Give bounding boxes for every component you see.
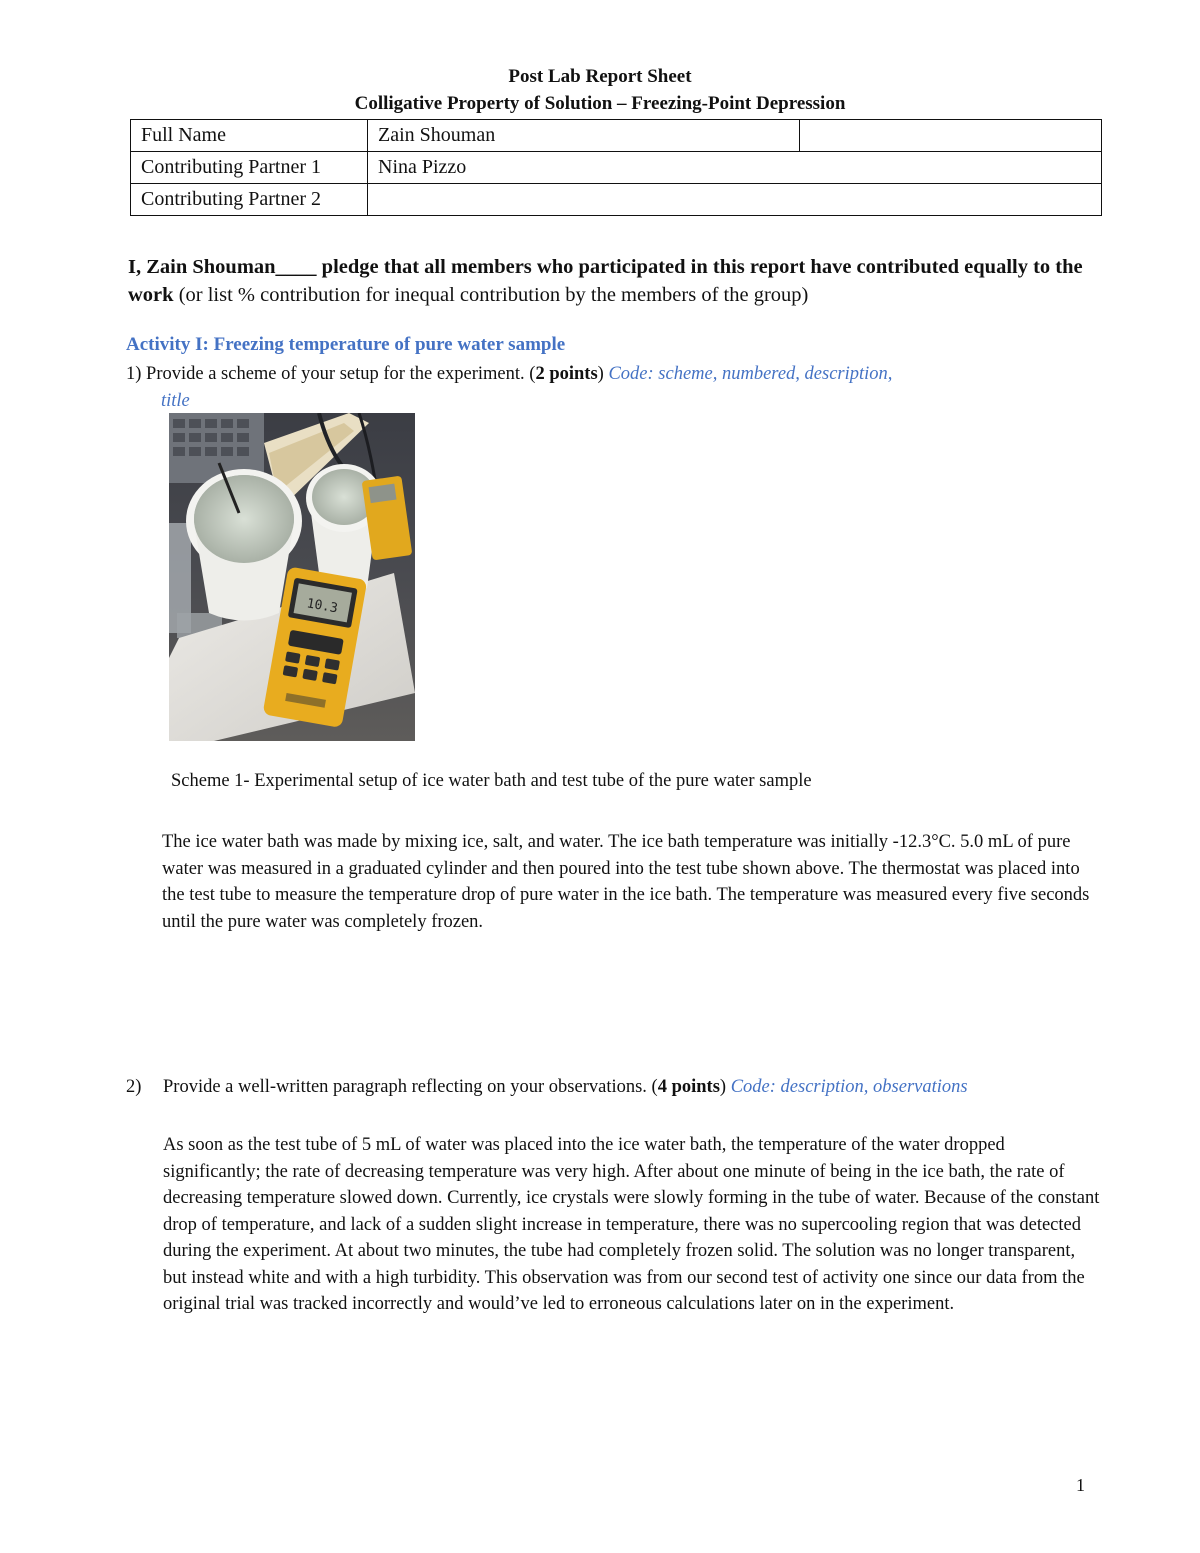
names-table <box>130 119 1102 216</box>
table-row <box>131 152 1102 184</box>
photo-illustration <box>169 413 415 741</box>
partner1-label: Contributing Partner 1 <box>131 152 368 184</box>
question-2 <box>126 1077 968 1098</box>
report-title: Post Lab Report Sheet <box>508 66 692 87</box>
q1-points: 2 points <box>535 364 598 384</box>
pledge-normal: (or list % contribution for inequal contribution by the members of the group) <box>173 284 809 306</box>
q1-code-continued: title <box>161 391 190 411</box>
observations-paragraph: As soon as the test tube of 5 mL of water was placed into the ice water bath, the temperature of the water dropped significantly; the rate of decreasing temperature was very high. After about one minute of being in the ice bath, the rate of decreasing temperature slowed down. Currently, ice crystals were slowly forming in the tube of water. Because of the constant drop of temperature, and lack of a sudden slight increase in temperature, there was no supercooling region that was detected during the experiment. At about two minutes, the tube had completely frozen solid. The solution was no longer transparent, but instead white and with a high turbidity. This observation was from our second test of activity one since our data from the original trial was tracked incorrectly and would’ve led to erroneous calculations later on in the experiment. <box>163 1135 1100 1314</box>
setup-description: The ice water bath was made by mixing ice, salt, and water. The ice bath temperature was initially -12.3°C. 5.0 mL of pure water was measured in a graduated cylinder and then poured into the test tube shown above. The thermostat was placed into the test tube to measure the temperature drop of pure water in the ice bath. The temperature was measured every five seconds until the pure water was completely frozen. <box>162 832 1090 932</box>
q1-prefix: 1) Provide a scheme of your setup for the experiment. ( <box>126 364 536 384</box>
experiment-setup-photo <box>169 413 415 741</box>
activity-heading: Activity I: Freezing temperature of pure water sample <box>126 334 566 355</box>
q2-points: 4 points <box>657 1077 720 1097</box>
q2-suffix: ) <box>719 1077 731 1097</box>
meter-display-text: 10.3 <box>305 596 339 617</box>
q2-prefix: Provide a well-written paragraph reflecting on your observations. ( <box>163 1077 658 1097</box>
question-1 <box>126 361 1046 415</box>
scheme-caption: Scheme 1- Experimental setup of ice water bath and test tube of the pure water sample <box>171 771 812 791</box>
full-name-value: Zain Shouman <box>368 120 800 152</box>
pledge-statement <box>128 253 1103 309</box>
full-name-extra <box>800 120 1102 152</box>
partner1-value: Nina Pizzo <box>368 152 1102 184</box>
table-row <box>131 120 1102 152</box>
q1-code: Code: scheme, numbered, description, <box>608 364 893 384</box>
partner2-value <box>368 184 1102 216</box>
partner2-label: Contributing Partner 2 <box>131 184 368 216</box>
q1-suffix: ) <box>597 364 609 384</box>
table-row <box>131 184 1102 216</box>
pledge-bold: I, Zain Shouman____ pledge that all members who participated in this report have contributed equally to the work <box>128 256 1083 306</box>
q2-code: Code: description, observations <box>730 1077 968 1097</box>
full-name-label: Full Name <box>131 120 368 152</box>
page-number: 1 <box>1076 1475 1085 1495</box>
q2-number: 2) <box>126 1077 142 1097</box>
report-subtitle: Colligative Property of Solution – Freezing-Point Depression <box>354 93 846 114</box>
